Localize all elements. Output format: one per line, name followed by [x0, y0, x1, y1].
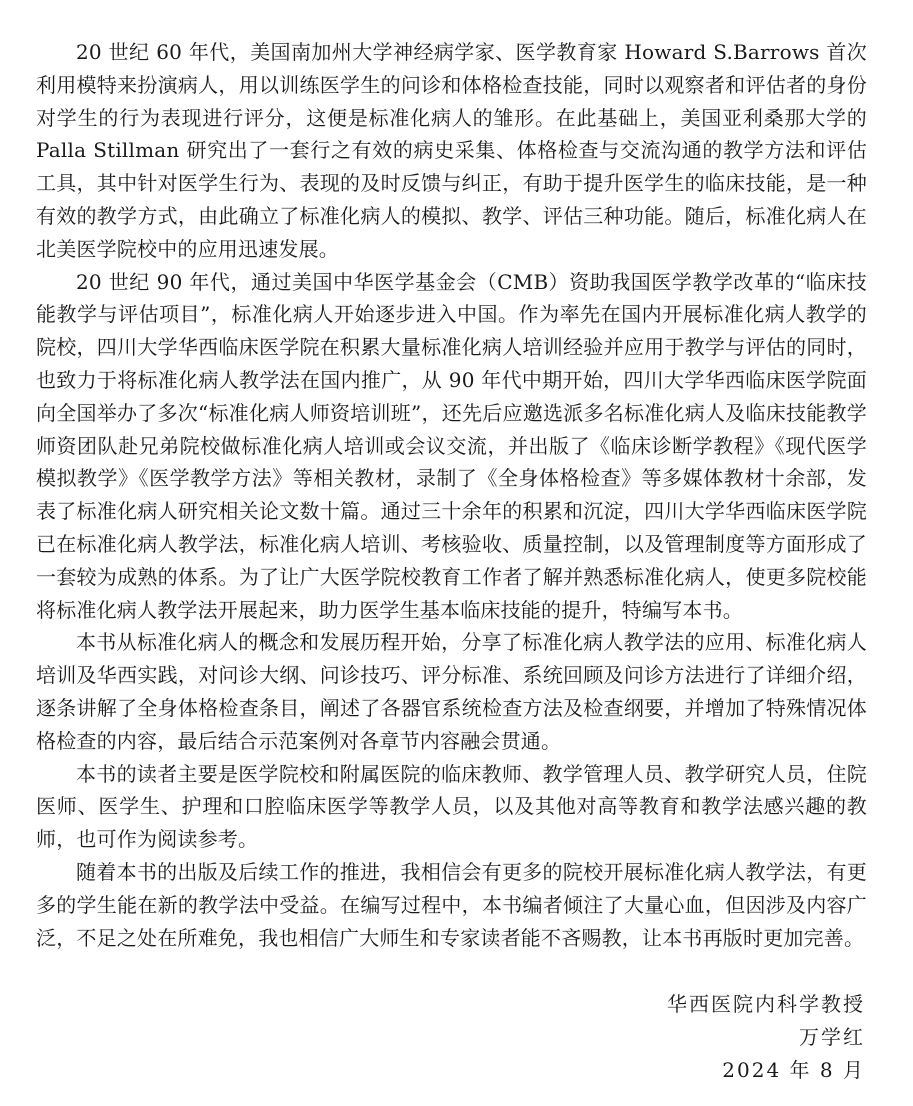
signature-affiliation: 华西医院内科学教授 — [667, 992, 865, 1016]
preface-body — [36, 36, 867, 954]
signature-name: 万学红 — [799, 1025, 865, 1049]
paragraph-readers: 本书的读者主要是医学院校和附属医院的临床教师、教学管理人员、教学研究人员，住院医师、医学生、护理和口腔临床医学等教学人员，以及其他对高等教育和教学法感兴趣的教师，也可作为阅读参考。 — [36, 761, 867, 852]
paragraph-china-intro: 20 世纪 90 年代，通过美国中华医学基金会（CMB）资助我国医学教学改革的“临床技能教学与评估项目”，标准化病人开始逐步进入中国。作为率先在国内开展标准化病人教学的院校，四川大学华西临床医学院在积累大量标准化病人培训经验并应用于教学与评估的同时，也致力于将标准化病人教学法在国内推广，从 90 年代中期开始，四川大学华西临床医学院面向全国举办了多次“标准化病人师资培训班”，还先后应邀选派多名标准化病人及临床技能教学师资团队赴兄弟院校做标准化病人培训或会议交流，并出版了《临床诊断学教程》《现代医学模拟教学》《医学教学方法》等相关教材，录制了《全身体格检查》等多媒体教材十余部，发表了标准化病人研究相关论文数十篇。通过三十余年的积累和沉淀，四川大学华西临床医学院已在标准化病人教学法，标准化病人培训、考核验收、质量控制，以及管理制度等方面形成了一套较为成熟的体系。为了让广大医学院校教育工作者了解并熟悉标准化病人，使更多院校能将标准化病人教学法开展起来，助力医学生基本临床技能的提升，特编写本书。 — [36, 269, 867, 622]
paragraph-closing: 随着本书的出版及后续工作的推进，我相信会有更多的院校开展标准化病人教学法，有更多的学生能在新的教学法中受益。在编写过程中，本书编者倾注了大量心血，但因涉及内容广泛，不足之处在所难免，我也相信广大师生和专家读者能不吝赐教，让本书再版时更加完善。 — [36, 859, 867, 950]
paragraph-book-content: 本书从标准化病人的概念和发展历程开始，分享了标准化病人教学法的应用、标准化病人培训及华西实践，对问诊大纲、问诊技巧、评分标准、系统回顾及问诊方法进行了详细介绍，逐条讲解了全身体格检查条目，阐述了各器官系统检查方法及检查纲要，并增加了特殊情况体格检查的内容，最后结合示范案例对各章节内容融会贯通。 — [36, 630, 867, 753]
paragraph-origin: 20 世纪 60 年代，美国南加州大学神经病学家、医学教育家 Howard S.Barrows 首次利用模特来扮演病人，用以训练医学生的问诊和体格检查技能，同时以观察者和评估者的身份对学生的行为表现进行评分，这便是标准化病人的雏形。在此基础上，美国亚利桑那大学的 Palla Stillman 研究出了一套行之有效的病史采集、体格检查与交流沟通的教学方法和评估工具，其中针对医学生行为、表现的及时反馈与纠正，有助于提升医学生的临床技能，是一种有效的教学方式，由此确立了标准化病人的模拟、教学、评估三种功能。随后，标准化病人在北美医学院校中的应用迅速发展。 — [36, 40, 867, 261]
signature-block — [667, 988, 865, 1087]
signature-date: 2024 年 8 月 — [722, 1058, 865, 1082]
